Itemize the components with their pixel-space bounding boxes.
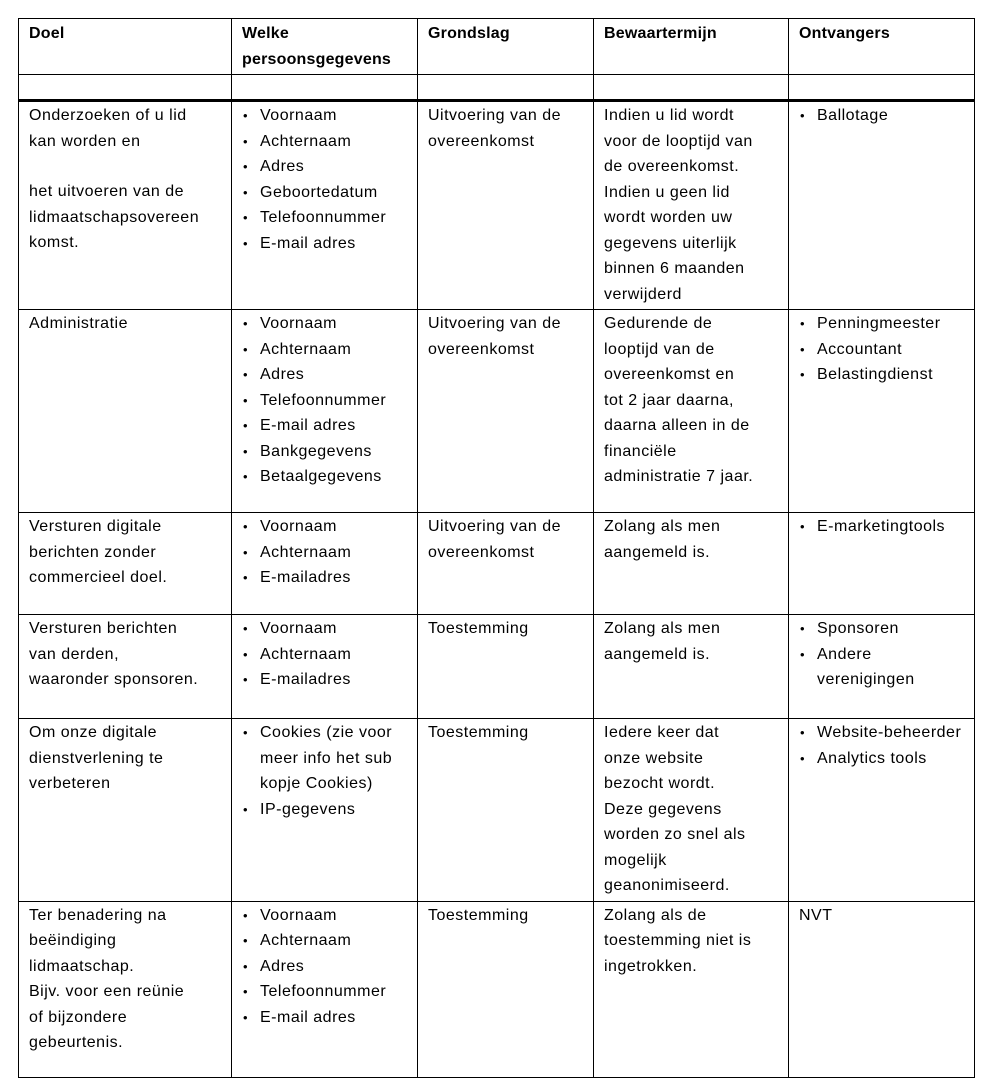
list-item-text: Adres xyxy=(260,158,305,175)
list-item xyxy=(242,565,409,591)
empty-cell xyxy=(789,75,975,101)
cell-grondslag-line: Toestemming xyxy=(428,724,529,741)
doel-text-line: lidmaatschapsovereen xyxy=(29,208,200,226)
bullet-list xyxy=(242,514,409,591)
doel-text-line: van derden, xyxy=(29,645,120,663)
doel-text-line: Administratie xyxy=(29,315,128,332)
list-item xyxy=(242,514,409,540)
cell-grondslag-line: overeenkomst xyxy=(428,132,535,150)
list-item-text: Andere verenigingen xyxy=(817,645,915,688)
list-item-text: Voornaam xyxy=(260,620,337,637)
list-item xyxy=(799,746,966,772)
empty-cell xyxy=(19,75,232,101)
doel-text-line: beëindiging xyxy=(29,932,117,949)
header-persoonsgegevens: Welke persoonsgegevens xyxy=(232,19,418,75)
cell-ontvangers-line: NVT xyxy=(799,906,833,924)
cell-bewaartermijn-line: financiële xyxy=(604,442,677,460)
list-item-text: Voornaam xyxy=(260,518,337,535)
cell-bewaartermijn-line: wordt worden uw xyxy=(604,209,733,226)
cell-bewaartermijn-line: bezocht wordt. xyxy=(604,775,716,792)
bullet-icon: • xyxy=(800,108,806,123)
list-item xyxy=(242,388,409,414)
cell-bewaartermijn-line: Indien u lid wordt xyxy=(604,107,734,124)
list-item-text: Voornaam xyxy=(260,906,337,924)
list-item xyxy=(242,797,409,823)
bullet-list xyxy=(242,311,409,490)
list-item xyxy=(242,103,409,129)
cell-grondslag-line: Uitvoering van de xyxy=(428,315,562,332)
bullet-icon: • xyxy=(243,316,249,331)
header-grondslag: Grondslag xyxy=(418,19,594,75)
list-item xyxy=(799,616,966,642)
list-item xyxy=(242,180,409,206)
bullet-icon: • xyxy=(243,725,249,740)
empty-cell xyxy=(232,75,418,101)
list-item xyxy=(242,439,409,465)
doel-text-line: berichten zonder xyxy=(29,543,157,561)
bullet-icon: • xyxy=(243,621,249,636)
cell-ontvangers xyxy=(789,615,975,719)
cell-grondslag xyxy=(418,513,594,615)
list-item xyxy=(242,540,409,566)
cell-bewaartermijn-line: aangemeld is. xyxy=(604,543,711,561)
bullet-icon: • xyxy=(243,367,249,382)
bullet-icon: • xyxy=(243,159,249,174)
bullet-icon: • xyxy=(800,646,806,662)
bullet-icon: • xyxy=(243,341,249,357)
doel-text-line: lidmaatschap. xyxy=(29,957,135,975)
list-item-text: Achternaam xyxy=(260,645,352,663)
cell-bewaartermijn-line: mogelijk xyxy=(604,851,667,869)
cell-grondslag-line: overeenkomst xyxy=(428,543,535,561)
bullet-icon: • xyxy=(243,184,249,200)
doel-text-line: dienstverlening te xyxy=(29,749,164,767)
cell-grondslag-line: Toestemming xyxy=(428,620,529,637)
list-item xyxy=(242,954,409,980)
list-item-text: Telefoonnummer xyxy=(260,391,387,409)
list-item xyxy=(242,311,409,337)
bullet-icon: • xyxy=(800,367,806,382)
list-item-text: E-mailadres xyxy=(260,671,351,688)
list-item-text: Sponsoren xyxy=(817,620,899,637)
table-row xyxy=(19,310,975,513)
table-row xyxy=(19,513,975,615)
list-item-text: Bankgegevens xyxy=(260,442,372,460)
list-item-text: Geboortedatum xyxy=(260,183,378,201)
bullet-icon: • xyxy=(243,210,249,225)
list-item xyxy=(242,979,409,1005)
cell-bewaartermijn-line: daarna alleen in de xyxy=(604,417,750,434)
list-item xyxy=(242,154,409,180)
cell-persoonsgegevens xyxy=(232,101,418,310)
table-header-row xyxy=(19,19,975,75)
bullet-icon: • xyxy=(243,984,249,999)
cell-bewaartermijn-line: Deze gegevens xyxy=(604,800,722,818)
table-body xyxy=(19,101,975,1078)
list-item-text: Adres xyxy=(260,366,305,383)
cell-bewaartermijn-line: Zolang als men xyxy=(604,620,721,637)
doel-text-line: Versturen digitale xyxy=(29,518,162,535)
cell-bewaartermijn xyxy=(594,101,789,310)
bullet-icon: • xyxy=(800,725,806,740)
cell-bewaartermijn-line: Indien u geen lid xyxy=(604,183,730,201)
list-item xyxy=(242,928,409,954)
bullet-list xyxy=(799,311,966,388)
doel-text-line: gebeurtenis. xyxy=(29,1034,124,1051)
bullet-icon: • xyxy=(800,341,806,357)
header-doel: Doel xyxy=(19,19,232,75)
empty-cell xyxy=(418,75,594,101)
header-bewaartermijn: Bewaartermijn xyxy=(594,19,789,75)
doel-text-line: Bijv. voor een reünie xyxy=(29,983,185,1000)
list-item-text: Website-beheerder xyxy=(817,724,962,741)
list-item xyxy=(799,337,966,363)
doel-text-line: Versturen berichten xyxy=(29,620,178,637)
cell-bewaartermijn-line: toestemming niet is xyxy=(604,932,752,949)
bullet-list xyxy=(242,103,409,256)
list-item-text: Achternaam xyxy=(260,543,352,561)
table-row xyxy=(19,101,975,310)
cell-persoonsgegevens xyxy=(232,310,418,513)
doel-text-line: commercieel doel. xyxy=(29,569,168,586)
cell-bewaartermijn-line: voor de looptijd van xyxy=(604,132,753,150)
list-item-text: Penningmeester xyxy=(817,315,941,332)
cell-bewaartermijn-line: ingetrokken. xyxy=(604,957,698,975)
list-item xyxy=(799,103,966,129)
cell-doel xyxy=(19,901,232,1077)
list-item-text: Belastingdienst xyxy=(817,366,934,383)
list-item-text: E-mail adres xyxy=(260,234,356,252)
table-row xyxy=(19,901,975,1077)
cell-ontvangers xyxy=(789,719,975,902)
list-item xyxy=(799,362,966,388)
cell-bewaartermijn-line: looptijd van de xyxy=(604,340,715,358)
bullet-icon: • xyxy=(243,933,249,948)
list-item xyxy=(242,616,409,642)
bullet-list xyxy=(242,616,409,693)
list-item xyxy=(242,720,409,797)
list-item-text: IP-gegevens xyxy=(260,800,356,818)
cell-grondslag xyxy=(418,719,594,902)
bullet-icon: • xyxy=(800,750,806,766)
list-item-text: E-mail adres xyxy=(260,417,356,434)
list-item xyxy=(242,903,409,929)
list-item-text: Cookies (zie voor meer info het sub kopje Cookies) xyxy=(260,724,393,792)
bullet-icon: • xyxy=(800,519,806,534)
bullet-icon: • xyxy=(243,133,249,149)
list-item-text: Adres xyxy=(260,957,305,975)
bullet-icon: • xyxy=(243,108,249,123)
table-row xyxy=(19,615,975,719)
bullet-icon: • xyxy=(243,801,249,817)
list-item-text: Ballotage xyxy=(817,107,889,124)
bullet-icon: • xyxy=(243,519,249,534)
doel-text-line: Ter benadering na xyxy=(29,906,167,924)
cell-bewaartermijn-line: Zolang als de xyxy=(604,906,707,924)
list-item xyxy=(242,667,409,693)
cell-bewaartermijn-line: gegevens uiterlijk xyxy=(604,234,737,252)
list-item-text: Voornaam xyxy=(260,107,337,124)
bullet-icon: • xyxy=(800,316,806,331)
list-item xyxy=(242,413,409,439)
list-item-text: Analytics tools xyxy=(817,749,927,767)
bullet-icon: • xyxy=(243,235,249,251)
list-item xyxy=(799,642,966,693)
list-item xyxy=(799,720,966,746)
cell-persoonsgegevens xyxy=(232,719,418,902)
cell-bewaartermijn-line: worden zo snel als xyxy=(604,826,746,843)
bullet-list xyxy=(799,514,966,540)
list-item-text: Voornaam xyxy=(260,315,337,332)
cell-grondslag xyxy=(418,101,594,310)
bullet-list xyxy=(242,720,409,822)
list-item xyxy=(242,362,409,388)
bullet-icon: • xyxy=(243,646,249,662)
cell-doel xyxy=(19,310,232,513)
blank-line xyxy=(29,154,223,179)
cell-bewaartermijn-line: aangemeld is. xyxy=(604,645,711,663)
doel-text-line: komst. xyxy=(29,234,80,251)
bullet-icon: • xyxy=(243,958,249,974)
list-item xyxy=(242,464,409,490)
cell-bewaartermijn-line: verwijderd xyxy=(604,285,682,303)
table-row xyxy=(19,719,975,902)
list-item-text: Achternaam xyxy=(260,132,352,150)
list-item-text: Betaalgegevens xyxy=(260,468,382,485)
cell-grondslag xyxy=(418,615,594,719)
doel-text-line: waaronder sponsoren. xyxy=(29,671,199,688)
cell-bewaartermijn-line: tot 2 jaar daarna, xyxy=(604,391,734,409)
cell-bewaartermijn xyxy=(594,901,789,1077)
cell-grondslag xyxy=(418,901,594,1077)
bullet-icon: • xyxy=(243,544,249,560)
list-item xyxy=(242,642,409,668)
cell-ontvangers xyxy=(789,513,975,615)
bullet-list xyxy=(242,903,409,1031)
list-item-text: Achternaam xyxy=(260,932,352,949)
cell-doel xyxy=(19,101,232,310)
bullet-icon: • xyxy=(243,443,249,459)
cell-bewaartermijn-line: overeenkomst en xyxy=(604,366,735,383)
doel-text-line: Onderzoeken of u lid xyxy=(29,107,187,124)
doel-text-line: of bijzondere xyxy=(29,1008,128,1026)
bullet-list xyxy=(799,616,966,693)
cell-bewaartermijn-line: Gedurende de xyxy=(604,315,713,332)
cell-bewaartermijn-line: administratie 7 jaar. xyxy=(604,468,754,485)
bullet-icon: • xyxy=(243,469,249,484)
cell-ontvangers xyxy=(789,901,975,1077)
bullet-icon: • xyxy=(243,672,249,687)
bullet-list xyxy=(799,103,966,129)
doel-text-line: Om onze digitale xyxy=(29,724,158,741)
bullet-list xyxy=(799,720,966,771)
list-item-text: Achternaam xyxy=(260,340,352,358)
bullet-icon: • xyxy=(243,392,249,408)
doel-text-line: verbeteren xyxy=(29,775,111,792)
cell-grondslag-line: overeenkomst xyxy=(428,340,535,358)
cell-bewaartermijn-line: binnen 6 maanden xyxy=(604,260,745,277)
list-item xyxy=(242,1005,409,1031)
cell-bewaartermijn-line: geanonimiseerd. xyxy=(604,877,730,894)
cell-bewaartermijn-line: Zolang als men xyxy=(604,518,721,535)
empty-cell xyxy=(594,75,789,101)
cell-bewaartermijn-line: onze website xyxy=(604,749,704,767)
cell-doel xyxy=(19,615,232,719)
bullet-icon: • xyxy=(243,1009,249,1025)
cell-persoonsgegevens xyxy=(232,901,418,1077)
list-item-text: Accountant xyxy=(817,340,903,358)
cell-ontvangers xyxy=(789,310,975,513)
list-item-text: Telefoonnummer xyxy=(260,209,387,226)
list-item xyxy=(242,231,409,257)
cell-grondslag-line: Toestemming xyxy=(428,906,529,924)
cell-grondslag xyxy=(418,310,594,513)
privacy-data-table xyxy=(18,18,975,1078)
bullet-icon: • xyxy=(243,907,249,923)
cell-grondslag-line: Uitvoering van de xyxy=(428,518,562,535)
bullet-icon: • xyxy=(800,621,806,636)
cell-bewaartermijn-line: Iedere keer dat xyxy=(604,724,720,741)
list-item xyxy=(799,514,966,540)
doel-text-line: het uitvoeren van de xyxy=(29,183,184,200)
list-item-text: E-marketingtools xyxy=(817,518,946,535)
list-item-text: Telefoonnummer xyxy=(260,983,387,1000)
doel-text-line: kan worden en xyxy=(29,132,141,150)
cell-bewaartermijn xyxy=(594,513,789,615)
list-item xyxy=(242,337,409,363)
cell-grondslag-line: Uitvoering van de xyxy=(428,107,562,124)
bullet-icon: • xyxy=(243,418,249,433)
list-item xyxy=(242,205,409,231)
cell-bewaartermijn-line: de overeenkomst. xyxy=(604,158,740,175)
cell-bewaartermijn xyxy=(594,719,789,902)
cell-bewaartermijn xyxy=(594,615,789,719)
empty-spacer-row xyxy=(19,75,975,101)
list-item-text: E-mailadres xyxy=(260,569,351,586)
cell-persoonsgegevens xyxy=(232,615,418,719)
cell-ontvangers xyxy=(789,101,975,310)
list-item xyxy=(242,129,409,155)
cell-bewaartermijn xyxy=(594,310,789,513)
list-item-text: E-mail adres xyxy=(260,1008,356,1026)
cell-persoonsgegevens xyxy=(232,513,418,615)
list-item xyxy=(799,311,966,337)
cell-doel xyxy=(19,513,232,615)
cell-doel xyxy=(19,719,232,902)
bullet-icon: • xyxy=(243,570,249,585)
header-ontvangers: Ontvangers xyxy=(789,19,975,75)
